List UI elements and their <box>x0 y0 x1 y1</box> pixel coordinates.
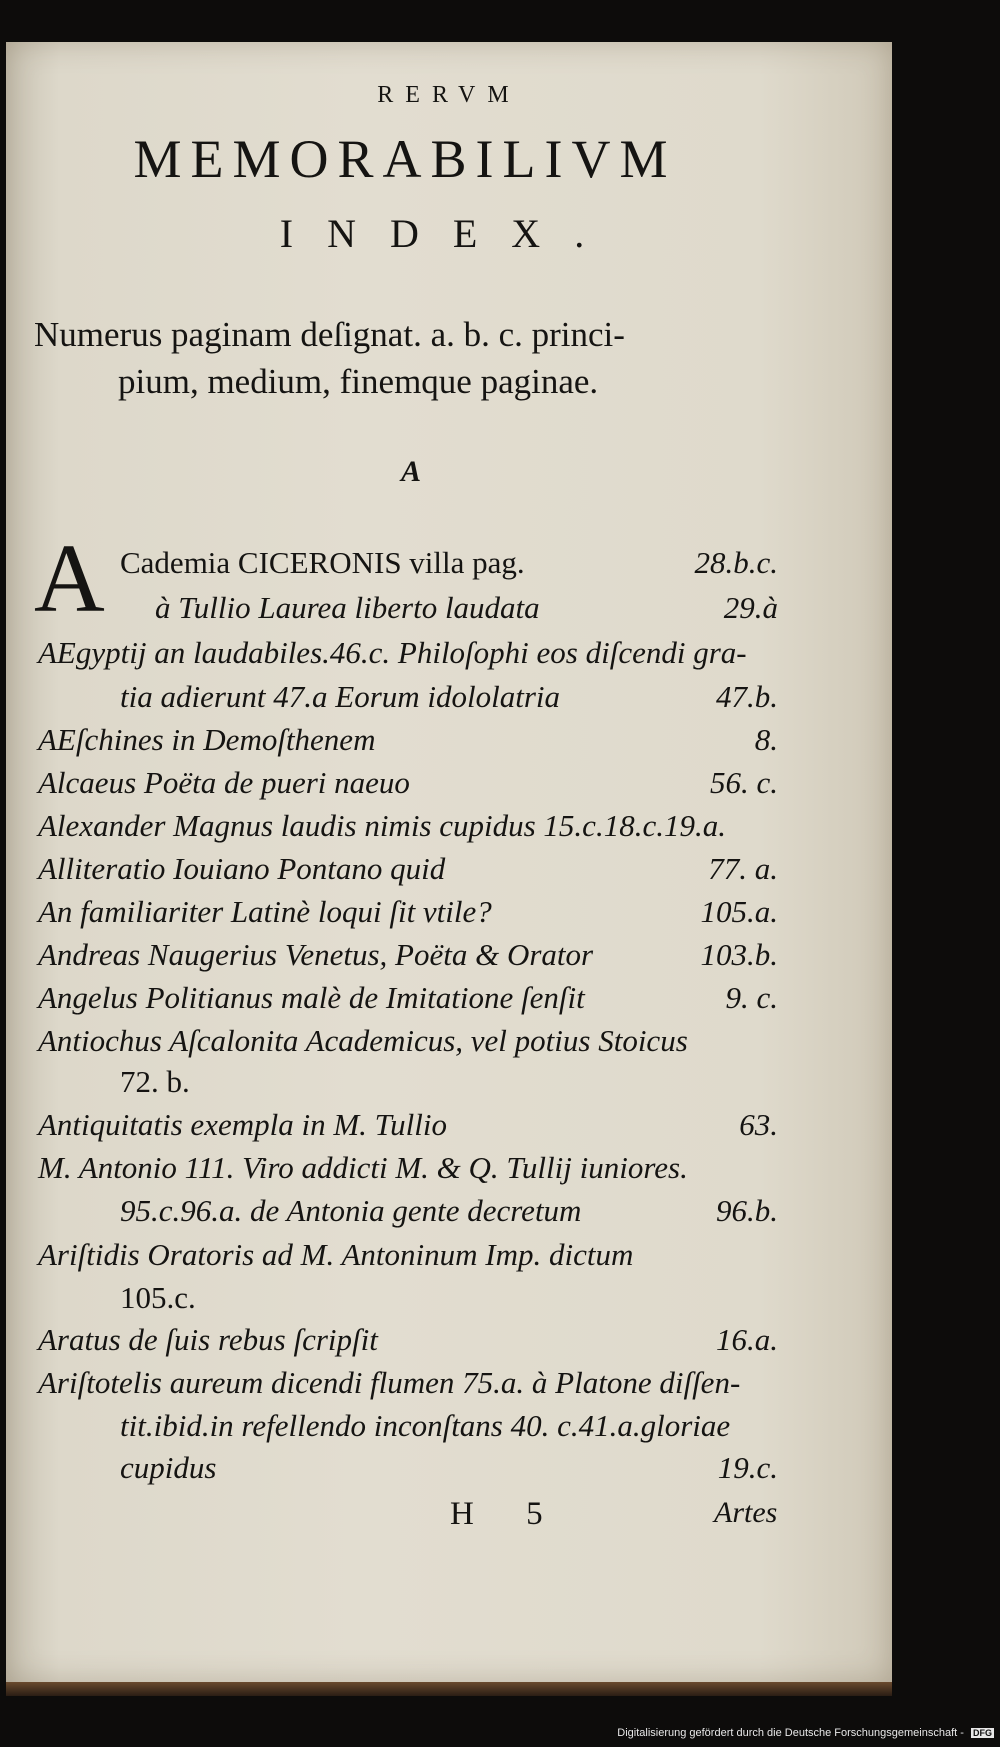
index-entry <box>38 851 778 893</box>
entry-text: An familiariter Latinè loqui ſit vtile? <box>38 894 492 929</box>
entry-text: 95.c.96.a. de Antonia gente decretum <box>120 1193 582 1228</box>
entry-text: Cademia CICERONIS villa pag. <box>120 545 525 580</box>
entry-text: Andreas Naugerius Venetus, Poëta & Orator <box>38 937 594 972</box>
entry-text: Ariſtidis Oratoris ad M. Antoninum Imp. dictum <box>38 1237 634 1272</box>
entry-text: Antiquitatis exempla in M. Tullio <box>38 1107 448 1142</box>
index-entry <box>38 808 778 850</box>
entry-page: 56. c. <box>709 765 778 800</box>
index-entry <box>38 635 778 677</box>
index-entry <box>38 1237 778 1279</box>
entry-text: cupidus <box>120 1450 217 1485</box>
entry-text: Alcaeus Poëta de pueri naeuo <box>38 765 410 800</box>
entry-text: Alexander Magnus laudis nimis cupidus 15.c.18.c.19.a. <box>38 808 726 843</box>
entry-text: tit.ibid.in refellendo inconſtans 40. c.41.a.gloriae <box>120 1408 731 1443</box>
index-entry <box>38 1365 778 1407</box>
entry-page: 28.b.c. <box>694 545 778 580</box>
index-entry <box>120 1450 778 1492</box>
index-entry <box>38 1150 778 1192</box>
entry-page: 29.à <box>723 590 778 625</box>
entry-page: 16.a. <box>716 1322 778 1357</box>
entry-page: 103.b. <box>700 937 778 972</box>
entry-text: à Tullio Laurea liberto laudata <box>155 590 540 625</box>
index-entry <box>38 894 778 936</box>
index-entry <box>155 590 778 632</box>
index-entry <box>38 937 778 979</box>
entry-text: tia adierunt 47.a Eorum idololatria <box>120 679 561 714</box>
digitization-credit <box>617 1727 994 1739</box>
drop-cap: A <box>34 525 105 633</box>
entry-page: 19.c. <box>717 1450 778 1485</box>
entry-text: AEgyptij an laudabiles.46.c. Philoſophi eos diſcendi gra- <box>38 635 747 670</box>
credit-text: Digitalisierung gefördert durch die Deutsche Forschungsgemeinschaft - <box>617 1727 964 1739</box>
index-entry <box>38 722 778 764</box>
header-index: INDEX. <box>279 211 619 256</box>
index-entry <box>120 1193 778 1235</box>
entry-page: 9. c. <box>725 980 778 1015</box>
index-entry <box>120 545 778 587</box>
index-entry <box>38 980 778 1022</box>
index-entry <box>120 1280 778 1322</box>
note-line-2: pium, medium, finemque paginae. <box>118 362 599 401</box>
index-entry <box>38 1107 778 1149</box>
entry-page: 77. a. <box>708 851 778 886</box>
index-entry <box>120 679 778 721</box>
index-entry <box>120 1408 778 1450</box>
entry-page: 63. <box>739 1107 778 1142</box>
entry-page: 8. <box>754 722 778 757</box>
entry-text: Ariſtotelis aureum dicendi flumen 75.a. à Platone diſſen- <box>38 1365 741 1400</box>
entry-text: Antiochus Aſcalonita Academicus, vel potius Stoicus <box>38 1023 688 1058</box>
index-entry <box>38 765 778 807</box>
signature-mark: H 5 <box>450 1496 565 1532</box>
entry-text: 105.c. <box>120 1280 196 1315</box>
page-edge <box>6 1682 892 1696</box>
index-entry <box>120 1064 778 1106</box>
dfg-logo: DFG <box>973 1728 992 1738</box>
entry-text: Alliteratio Iouiano Pontano quid <box>38 851 446 886</box>
entry-page: 96.b. <box>716 1193 778 1228</box>
index-entry <box>38 1322 778 1364</box>
entry-text: Aratus de ſuis rebus ſcripſit <box>38 1322 378 1357</box>
header-memorabilium: MEMORABILIVM <box>133 129 677 189</box>
entry-text: M. Antonio 111. Viro addicti M. & Q. Tullij iuniores. <box>38 1150 688 1185</box>
entry-page: 47.b. <box>716 679 778 714</box>
header-rerum: RERVM <box>377 82 521 108</box>
index-entry <box>38 1023 778 1065</box>
entry-text: Angelus Politianus malè de Imitatione ſenſit <box>38 980 585 1015</box>
section-letter: A <box>400 455 421 488</box>
entry-text: AEſchines in Demoſthenem <box>38 722 376 757</box>
note-line-1: Numerus paginam deſignat. a. b. c. princi- <box>34 315 625 354</box>
entry-page: 105.a. <box>700 894 778 929</box>
catchword: Artes <box>714 1496 778 1529</box>
entry-text: 72. b. <box>120 1064 190 1099</box>
